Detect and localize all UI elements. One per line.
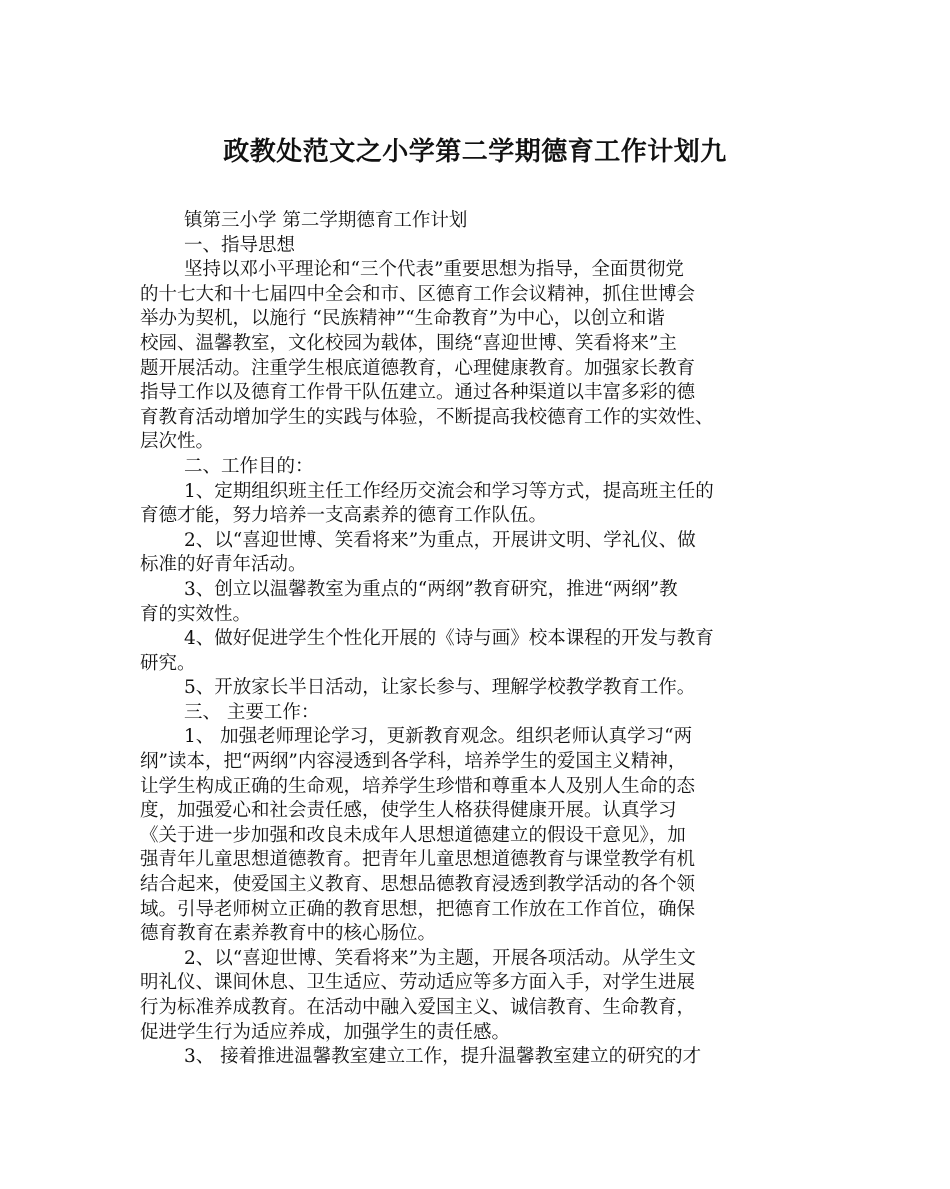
goal-line: 育的实效性。 <box>140 603 252 625</box>
work-item-line: 域。引导老师树立正确的教育思想，把德育工作放在工作首位，确保 <box>140 898 696 920</box>
paragraph-line: 的十七大和十七届四中全会和市、区德育工作会议精神，抓住世博会 <box>140 283 696 305</box>
plan-heading-line: 镇第三小学 第二学期德育工作计划 <box>184 210 468 231</box>
paragraph-line: 坚持以邓小平理论和“三个代表”重要思想为指导，全面贯彻党 <box>184 259 684 281</box>
goal-line: 研究。 <box>140 652 196 674</box>
goal-line: 标准的好青年活动。 <box>140 554 307 576</box>
work-item-line: 纲”读本，把“两纲”内容浸透到各学科，培养学生的爱国主义精神， <box>140 751 687 773</box>
work-item-line: 强青年儿童思想道德教育。把青年儿童思想道德教育与课堂教学有机 <box>140 849 696 871</box>
document-body <box>140 209 830 1070</box>
work-item-line: 明礼仪、课间休息、卫生适应、劳动适应等多方面入手，对学生进展 <box>140 972 696 994</box>
work-item-line: 《关于进一步加强和改良未成年人思想道德建立的假设干意见》，加 <box>140 824 686 846</box>
work-item-line: 行为标准养成教育。在活动中融入爱国主义、诚信教育、生命教育， <box>140 997 696 1018</box>
work-item-line: 德育教育在素养教育中的核心肠位。 <box>140 923 437 945</box>
document-title: 政教处范文之小学第二学期德育工作计划九 <box>223 137 727 167</box>
work-item-line: 结合起来，使爱国主义教育、思想品德教育浸透到教学活动的各个领 <box>140 874 696 896</box>
paragraph-line: 题开展活动。注重学生根底道德教育，心理健康教育。加强家长教育 <box>140 357 696 379</box>
section-heading-goals: 二、工作目的： <box>184 455 314 477</box>
goal-line: 育德才能，努力培养一支高素养的德育工作队伍。 <box>140 505 548 527</box>
goal-line: 1、定期组织班主任工作经历交流会和学习等方式，提高班主任的 <box>184 480 714 502</box>
work-item-line: 让学生构成正确的生命观，培养学生珍惜和尊重本人及别人生命的态 <box>140 775 696 797</box>
goal-line: 5、开放家长半日活动，让家长参与、理解学校教学教育工作。 <box>184 677 696 699</box>
paragraph-line: 校园、温馨教室，文化校园为载体，围绕“喜迎世博、笑看将来”主 <box>140 332 677 354</box>
work-item-line: 2、以“喜迎世博、笑看将来”为主题，开展各项活动。从学生文 <box>184 947 696 969</box>
work-item-line: 1、 加强老师理论学习，更新教育观念。组织老师认真学习“两 <box>184 726 693 748</box>
work-item-line: 促进学生行为适应养成，加强学生的责任感。 <box>140 1021 511 1043</box>
paragraph-line: 育教育活动增加学生的实践与体验，不断提高我校德育工作的实效性、 <box>140 406 714 428</box>
work-item-line: 度，加强爱心和社会责任感，使学生人格获得健康开展。认真学习 <box>140 800 677 822</box>
paragraph-line: 层次性。 <box>140 431 215 453</box>
section-heading-guiding-thought: 一、指导思想 <box>184 234 296 256</box>
paragraph-line: 举办为契机，以施行 “民族精神”“生命教育”为中心，以创立和谐 <box>140 308 665 330</box>
goal-line: 3、创立以温馨教室为重点的“两纲”教育研究，推进“两纲”教 <box>184 578 678 600</box>
goal-line: 2、以“喜迎世博、笑看将来”为重点，开展讲文明、学礼仪、做 <box>184 529 696 551</box>
section-heading-main-work: 三、 主要工作： <box>184 701 320 723</box>
goal-line: 4、做好促进学生个性化开展的《诗与画》校本课程的开发与教育 <box>184 628 714 650</box>
work-item-line: 3、 接着推进温馨教室建立工作，提升温馨教室建立的研究的才 <box>184 1046 702 1068</box>
paragraph-line: 指导工作以及德育工作骨干队伍建立。通过各种渠道以丰富多彩的德 <box>140 382 696 404</box>
